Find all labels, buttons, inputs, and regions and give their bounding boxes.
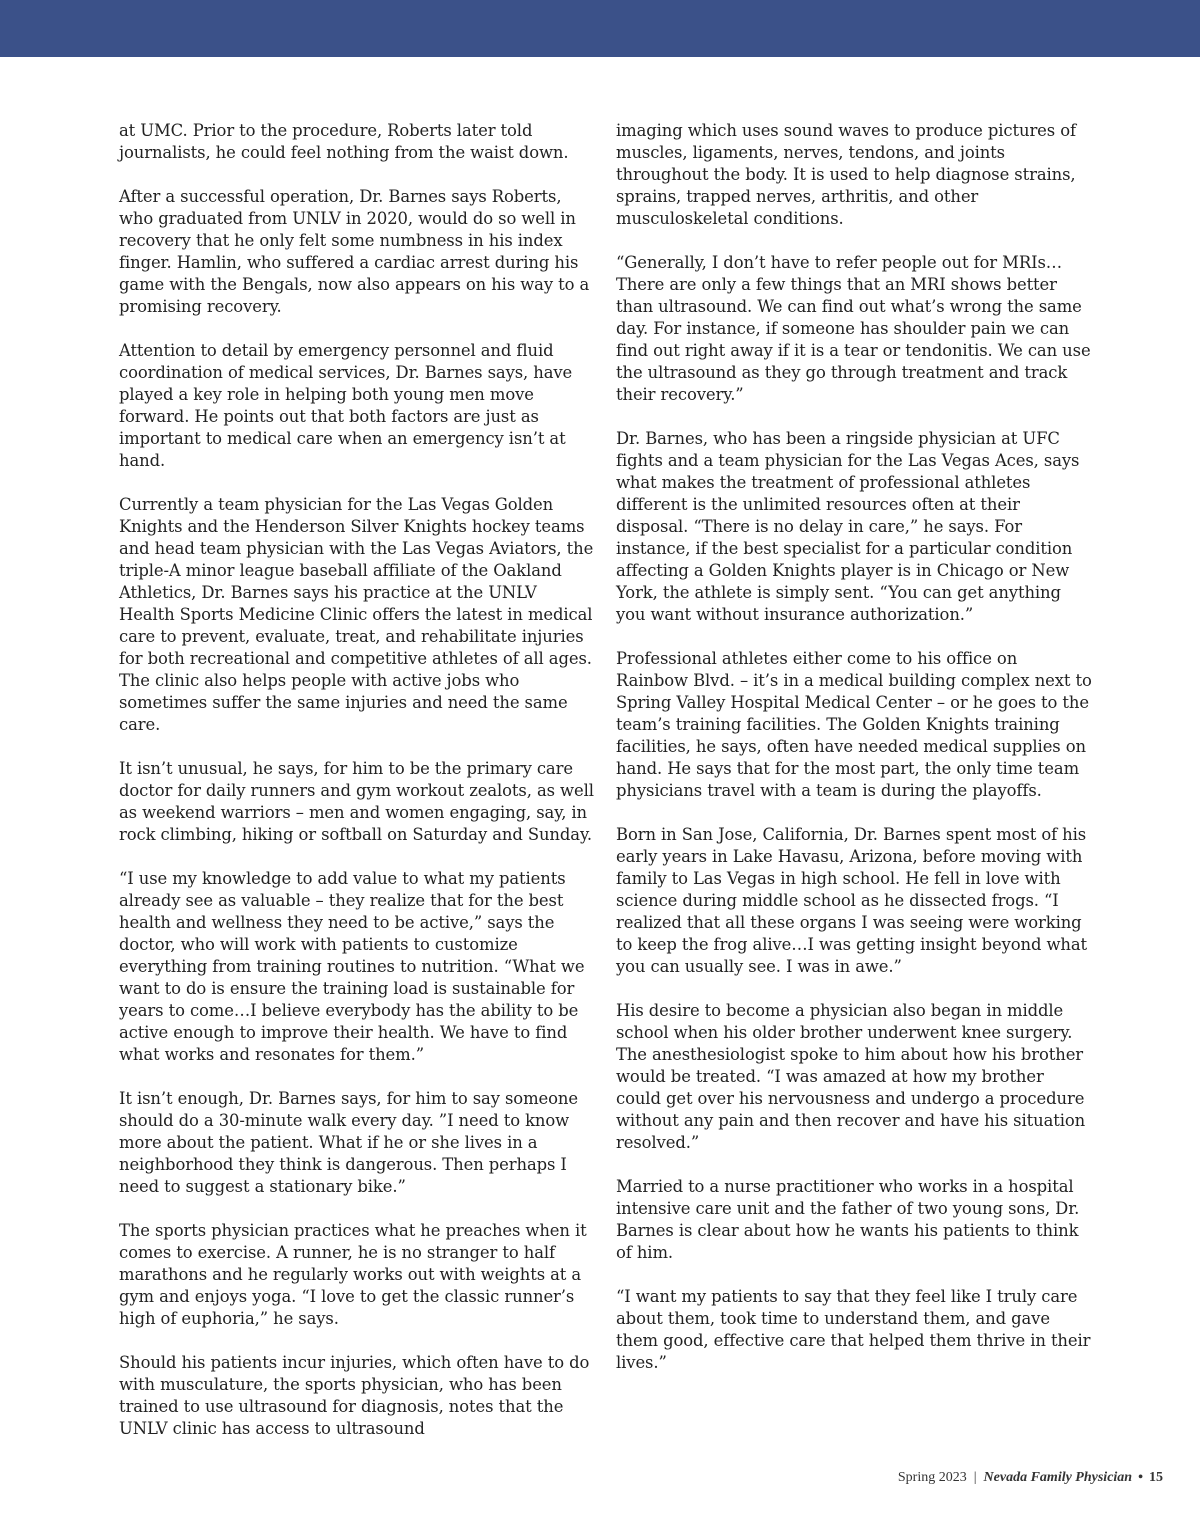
article-column-left <box>119 120 595 1462</box>
paragraph: Currently a team physician for the Las Vegas Golden Knights and the Henderson Silver Knights hockey teams and head team physician with the Las Vegas Aviators, the triple-A minor league baseball affiliate of the Oakland Athletics, Dr. Barnes says his practice at the UNLV Health Sports Medicine Clinic offers the latest in medical care to prevent, evaluate, treat, and rehabilitate injuries for both recreational and competitive athletes of all ages. The clinic also helps people with active jobs who sometimes suffer the same injuries and need the same care. <box>119 495 594 734</box>
header-banner <box>0 0 1200 57</box>
issue-label: Spring 2023 <box>897 1470 967 1485</box>
publication-name: Nevada Family Physician <box>983 1470 1133 1485</box>
paragraph: Dr. Barnes, who has been a ringside physician at UFC fights and a team physician for the Las Vegas Aces, says what makes the treatment of professional athletes different is the unlimited resources often at their disposal. “There is no delay in care,” he says. For instance, if the best specialist for a particular condition affecting a Golden Knights player is in Chicago or New York, the athlete is simply sent. “You can get anything you want without insurance authorization.” <box>616 429 1080 624</box>
paragraph: “I want my patients to say that they feel like I truly care about them, took time to understand them, and gave them good, effective care that helped them thrive in their lives.” <box>616 1287 1091 1372</box>
paragraph: at UMC. Prior to the procedure, Roberts later told journalists, he could feel nothing from the waist down. <box>119 121 569 162</box>
footer-separator: | <box>973 1470 977 1485</box>
page-footer <box>898 1470 1163 1486</box>
paragraph: It isn’t unusual, he says, for him to be the primary care doctor for daily runners and gym workout zealots, as well as weekend warriors – men and women engaging, say, in rock climbing, hiking or softball on Saturday and Sunday. <box>119 759 594 844</box>
page-number: 15 <box>1149 1470 1163 1485</box>
bullet-glyph: • <box>1138 1470 1143 1485</box>
paragraph: It isn’t enough, Dr. Barnes says, for him to say someone should do a 30-minute walk every day. ”I need to know more about the patient. What if he or she lives in a neighborhood they think is dangerous. Then perhaps I need to suggest a stationary bike.” <box>119 1089 578 1196</box>
paragraph: Attention to detail by emergency personnel and fluid coordination of medical services, Dr. Barnes says, have played a key role in helping both young men move forward. He points out that both factors are just as important to medical care when an emergency isn’t at hand. <box>119 341 573 470</box>
paragraph: Born in San Jose, California, Dr. Barnes spent most of his early years in Lake Havasu, Arizona, before moving with family to Las Vegas in high school. He fell in love with science during middle school as he dissected frogs. “I realized that all these organs I was seeing were working to keep the frog alive…I was getting insight beyond what you can usually see. I was in awe.” <box>616 825 1088 976</box>
paragraph: The sports physician practices what he preaches when it comes to exercise. A runner, he is no stranger to half marathons and he regularly works out with weights at a gym and enjoys yoga. “I love to get the classic runner’s high of euphoria,” he says. <box>119 1221 587 1328</box>
paragraph: His desire to become a physician also began in middle school when his older brother underwent knee surgery. The anesthesiologist spoke to him about how his brother would be treated. “I was amazed at how my brother could get over his nervousness and undergo a procedure without any pain and then recover and have his situation resolved.” <box>616 1001 1086 1152</box>
paragraph: “I use my knowledge to add value to what my patients already see as valuable – they realize that for the best health and wellness they need to be active,” says the doctor, who will work with patients to customize everything from training routines to nutrition. “What we want to do is ensure the training load is sustainable for years to come…I believe everybody has the ability to be active enough to improve their health. We have to find what works and resonates for them.” <box>119 869 585 1064</box>
paragraph: Should his patients incur injuries, which often have to do with musculature, the sports physician, who has been trained to use ultrasound for diagnosis, notes that the UNLV clinic has access to ultrasound <box>119 1353 590 1438</box>
article-column-right <box>616 120 1092 1396</box>
paragraph: Married to a nurse practitioner who works in a hospital intensive care unit and the father of two young sons, Dr. Barnes is clear about how he wants his patients to think of him. <box>616 1177 1080 1262</box>
paragraph: After a successful operation, Dr. Barnes says Roberts, who graduated from UNLV in 2020, would do so well in recovery that he only felt some numbness in his index finger. Hamlin, who suffered a cardiac arrest during his game with the Bengals, now also appears on his way to a promising recovery. <box>119 187 590 316</box>
paragraph: Professional athletes either come to his office on Rainbow Blvd. – it’s in a medical building complex next to Spring Valley Hospital Medical Center – or he goes to the team’s training facilities. The Golden Knights training facilities, he says, often have needed medical supplies on hand. He says that for the most part, the only time team physicians travel with a team is during the playoffs. <box>616 649 1092 800</box>
paragraph: imaging which uses sound waves to produce pictures of muscles, ligaments, nerves, tendons, and joints throughout the body. It is used to help diagnose strains, sprains, trapped nerves, arthritis, and other musculoskeletal conditions. <box>616 121 1076 228</box>
paragraph: “Generally, I don’t have to refer people out for MRIs…There are only a few things that an MRI shows better than ultrasound. We can find out what’s wrong the same day. For instance, if someone has shoulder pain we can find out right away if it is a tear or tendonitis. We can use the ultrasound as they go through treatment and track their recovery.” <box>616 253 1091 404</box>
